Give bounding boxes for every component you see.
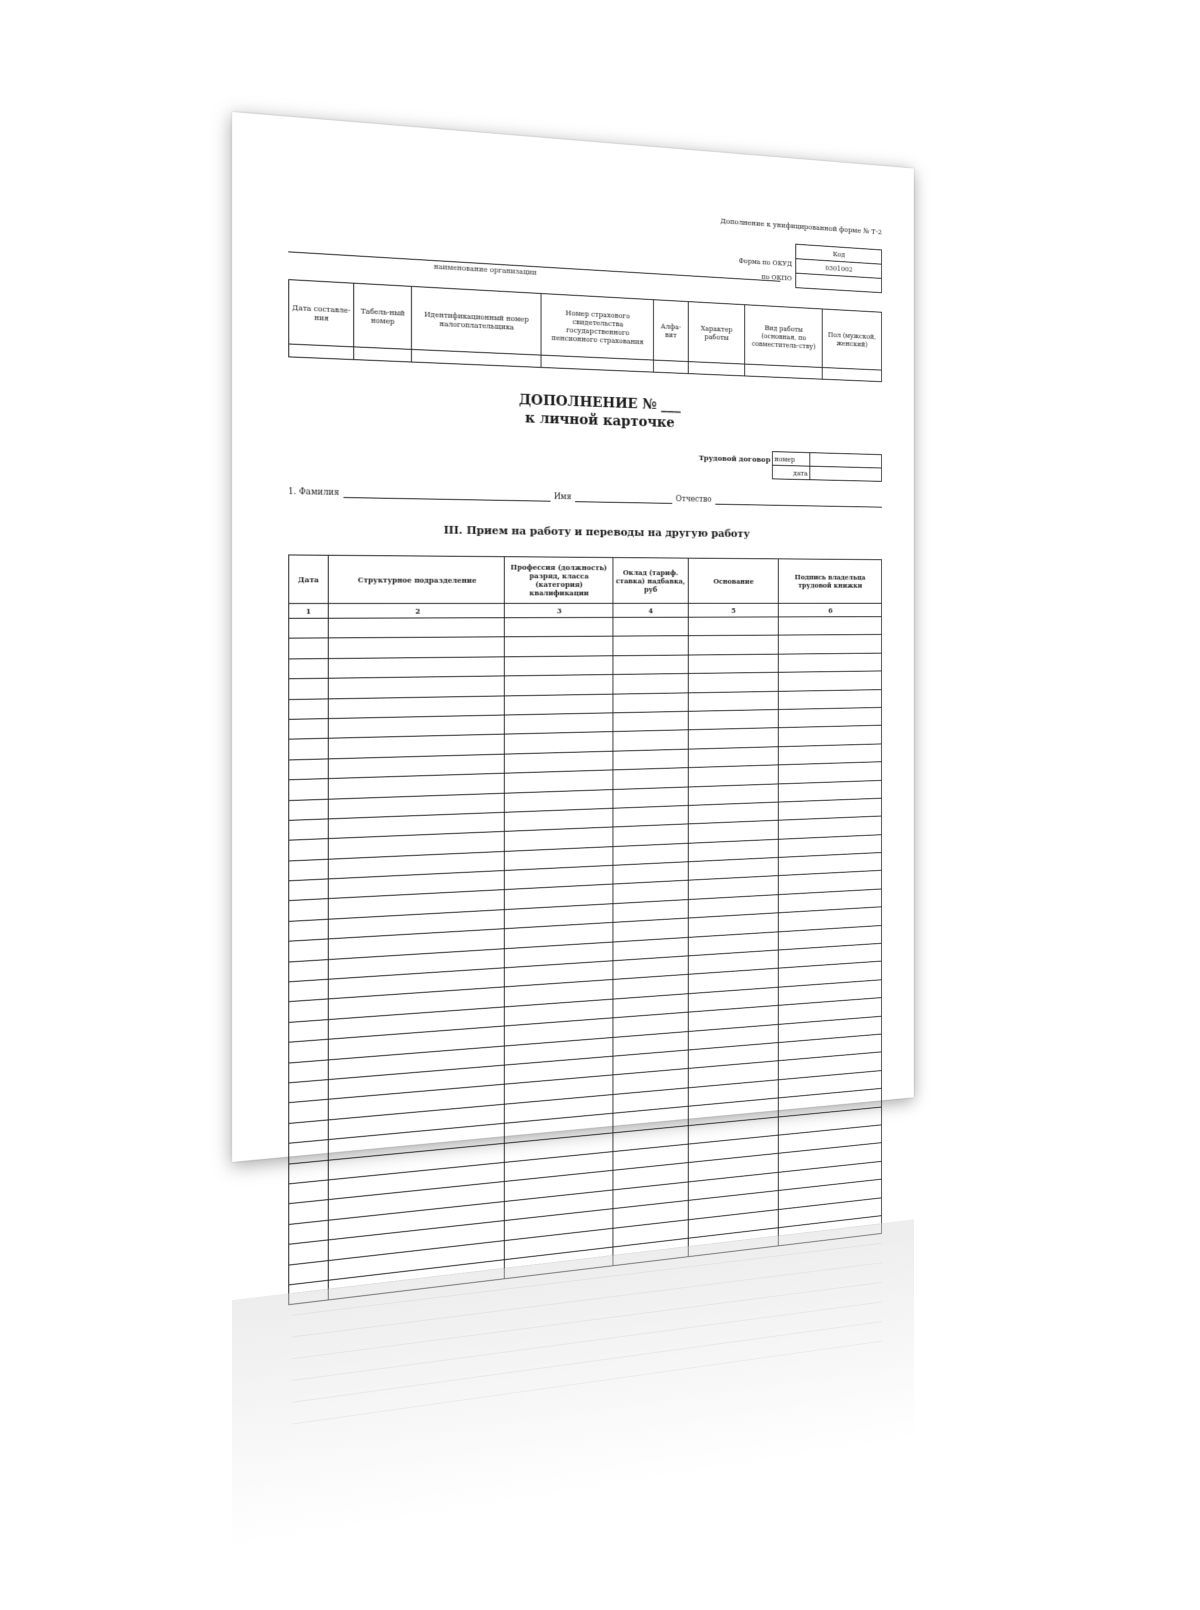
table-cell[interactable] (289, 638, 328, 658)
table-cell[interactable] (289, 959, 328, 982)
surname-field[interactable] (343, 486, 550, 501)
table-cell[interactable] (688, 617, 778, 636)
table-cell[interactable] (654, 360, 689, 374)
contract-block (698, 451, 882, 482)
table-cell[interactable] (688, 654, 778, 674)
table-cell[interactable] (505, 713, 613, 735)
table-cell[interactable] (613, 617, 688, 636)
table-cell[interactable] (289, 859, 328, 881)
table-header-cell: Характер работы (688, 302, 745, 364)
table-cell[interactable] (289, 819, 328, 841)
table-header-cell: Дата составле-ния (289, 280, 354, 347)
table-cell[interactable] (778, 617, 881, 636)
table-cell[interactable] (688, 672, 778, 692)
table-cell[interactable] (613, 636, 688, 656)
table-header-row (289, 555, 882, 604)
patronymic-field[interactable] (715, 494, 882, 508)
column-number: 3 (505, 603, 613, 617)
employment-table (288, 554, 882, 1305)
table-cell[interactable] (688, 728, 778, 749)
table-cell[interactable] (613, 674, 688, 694)
table-cell[interactable] (328, 637, 505, 658)
table-header-cell: Оклад (тариф. ставка) надбавка, руб (613, 558, 688, 604)
document-title (288, 382, 882, 438)
section-title: III. Прием на работу и переводы на другую работу (443, 522, 750, 540)
name-field[interactable] (575, 491, 672, 504)
table-cell[interactable] (289, 719, 328, 740)
fio-row (288, 485, 882, 507)
table-cell[interactable] (613, 655, 688, 675)
okud-code: 0301002 (796, 259, 881, 279)
contract-table (772, 451, 882, 482)
table-cell[interactable] (505, 675, 613, 696)
column-number: 5 (688, 603, 778, 617)
table-cell[interactable] (289, 899, 328, 921)
table-header-cell: Основание (688, 558, 778, 603)
table-header-cell: Структурное подразделение (328, 555, 505, 603)
column-number: 1 (289, 603, 328, 618)
employment-table-body (289, 617, 882, 1305)
okud-label: Форма по ОКУД (738, 256, 793, 268)
column-number: 2 (328, 603, 505, 618)
okpo-label: по ОКПО (761, 272, 793, 283)
table-cell[interactable] (613, 692, 688, 712)
table-cell[interactable] (289, 698, 328, 719)
table-header-cell: Пол (мужской, женский) (822, 309, 881, 370)
table-cell[interactable] (505, 656, 613, 677)
table-cell[interactable] (289, 344, 354, 360)
personal-data-table (288, 279, 882, 382)
table-row (772, 465, 881, 481)
table-cell[interactable] (613, 730, 688, 751)
table-cell[interactable] (688, 709, 778, 730)
table-cell[interactable] (688, 635, 778, 654)
table-header-cell: Номер страхового свидетельства государственного пенсионного страхования (541, 294, 653, 361)
form-body (288, 186, 882, 1127)
table-cell[interactable] (778, 707, 881, 728)
table-cell[interactable] (613, 711, 688, 732)
table-cell[interactable] (354, 347, 411, 362)
surname-label: 1. Фамилия (288, 487, 340, 498)
table-cell[interactable] (745, 364, 822, 379)
table-cell[interactable] (778, 689, 881, 709)
table-cell[interactable] (328, 657, 505, 679)
table-cell[interactable] (328, 618, 505, 639)
title-line-2: к личной карточке (525, 408, 675, 431)
table-cell[interactable] (778, 671, 881, 691)
table-cell[interactable] (778, 653, 881, 673)
table-cell[interactable] (505, 636, 613, 656)
contract-date-label: дата (772, 465, 809, 479)
code-label: Код (796, 245, 881, 265)
contract-date-field[interactable] (810, 466, 882, 481)
contract-label: Трудовой договор (698, 452, 771, 464)
table-cell[interactable] (613, 749, 688, 770)
table-cell[interactable] (289, 779, 328, 800)
table-cell[interactable] (289, 919, 328, 941)
title-line-1: ДОПОЛНЕНИЕ № ___ (518, 390, 681, 414)
table-cell[interactable] (778, 635, 881, 654)
table-header-cell: Подпись владельца трудовой книжки (778, 559, 881, 603)
table-header-cell: Вид работы (основная, по совместитель-ству) (745, 305, 822, 368)
table-cell[interactable] (822, 367, 881, 381)
table-cell[interactable] (289, 739, 328, 760)
table-cell[interactable] (289, 759, 328, 780)
table-cell[interactable] (289, 799, 328, 821)
form-note: Дополнение к унифицированной форме № Т-2 (720, 216, 882, 237)
table-cell[interactable] (289, 618, 328, 638)
table-cell[interactable] (289, 678, 328, 699)
table-header-cell: Алфа-вит (654, 300, 689, 362)
table-cell[interactable] (289, 879, 328, 901)
patronymic-label: Отчество (675, 494, 712, 505)
table-cell[interactable] (289, 658, 328, 679)
table-cell[interactable] (289, 839, 328, 861)
table-header-cell: Табель-ный номер (354, 283, 411, 349)
column-number: 6 (778, 603, 881, 617)
table-header-cell: Идентификационный номер налогоплательщика (411, 286, 541, 355)
organization-caption: наименование организации (433, 262, 537, 277)
table-cell[interactable] (289, 979, 328, 1002)
table-cell[interactable] (289, 939, 328, 961)
table-header-cell: Профессия (должность) разряд, класса (категория) квалификации (505, 557, 613, 604)
column-number: 4 (613, 603, 688, 617)
table-cell[interactable] (688, 362, 745, 376)
contract-number-label: номер (772, 452, 809, 467)
code-box (795, 244, 882, 293)
table-cell[interactable] (505, 694, 613, 715)
table-cell[interactable] (688, 691, 778, 711)
table-header-cell: Дата (289, 555, 328, 604)
document-page (232, 112, 914, 1162)
table-cell[interactable] (505, 617, 613, 637)
name-label: Имя (553, 492, 572, 503)
